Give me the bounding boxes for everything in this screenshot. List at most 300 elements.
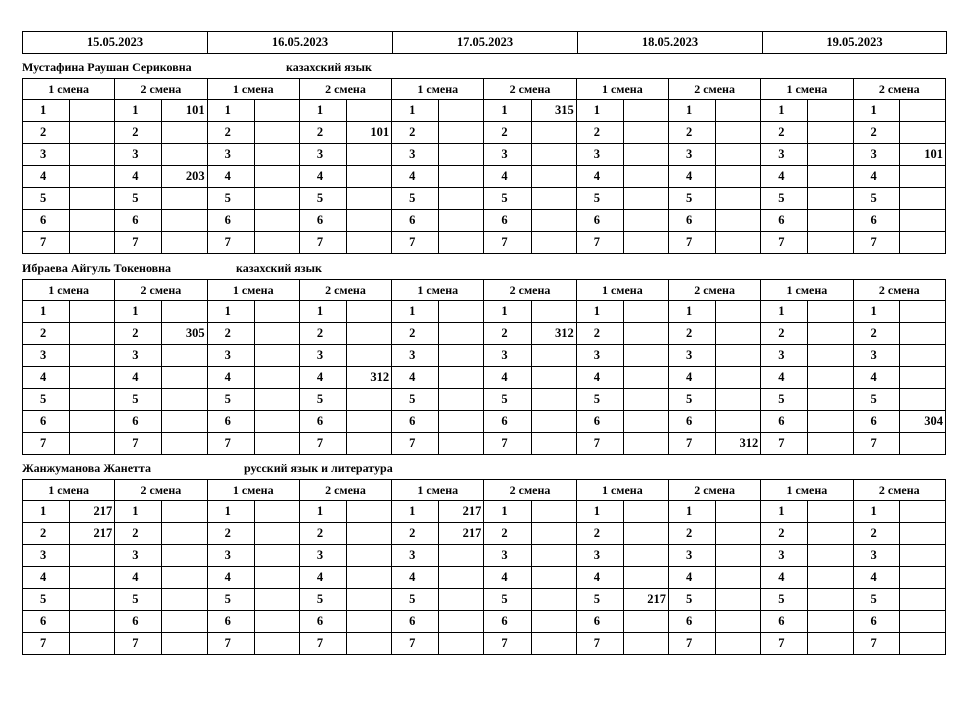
room-cell [716, 144, 761, 166]
shift-label: 2 смена [668, 280, 760, 301]
lesson-number-cell: 2 [23, 323, 70, 345]
lesson-number-cell: 7 [484, 433, 531, 455]
lesson-number-cell: 3 [392, 545, 439, 567]
room-cell [70, 389, 115, 411]
lesson-number-cell: 4 [761, 367, 808, 389]
lesson-number-cell: 2 [761, 523, 808, 545]
room-cell [346, 411, 391, 433]
lesson-number-cell: 4 [207, 166, 254, 188]
room-cell [439, 210, 484, 232]
room-cell [899, 323, 945, 345]
room-cell: 217 [70, 523, 115, 545]
room-cell [346, 545, 391, 567]
lesson-number-cell: 3 [299, 144, 346, 166]
dates-row [23, 32, 947, 54]
lesson-number-cell: 1 [23, 501, 70, 523]
room-cell [623, 188, 668, 210]
room-cell [808, 323, 853, 345]
lesson-number-cell: 6 [853, 411, 899, 433]
date-cell: 15.05.2023 [23, 32, 208, 54]
teacher-subject: казахский язык [236, 261, 322, 275]
room-cell [531, 345, 576, 367]
shift-label: 1 смена [761, 79, 853, 100]
room-cell [162, 188, 207, 210]
room-cell [70, 232, 115, 254]
room-cell [716, 166, 761, 188]
shift-label: 2 смена [668, 480, 760, 501]
room-cell [346, 144, 391, 166]
lesson-number-cell: 1 [484, 100, 531, 122]
lesson-number-cell: 1 [207, 301, 254, 323]
lesson-number-cell: 2 [853, 122, 899, 144]
room-cell [254, 232, 299, 254]
lesson-number-cell: 6 [853, 210, 899, 232]
lesson-number-cell: 1 [299, 301, 346, 323]
room-cell [716, 323, 761, 345]
room-cell [623, 232, 668, 254]
room-cell [808, 523, 853, 545]
lesson-number-cell: 5 [392, 188, 439, 210]
lesson-number-cell: 5 [668, 389, 715, 411]
teacher-subject: русский язык и литература [244, 461, 393, 475]
room-cell [623, 633, 668, 655]
shift-label: 1 смена [207, 480, 299, 501]
lesson-number-cell: 3 [576, 345, 623, 367]
room-cell [531, 501, 576, 523]
lesson-number-cell: 1 [853, 100, 899, 122]
room-cell: 217 [623, 589, 668, 611]
lesson-row [23, 389, 946, 411]
lesson-number-cell: 6 [207, 411, 254, 433]
lesson-number-cell: 6 [23, 611, 70, 633]
lesson-number-cell: 6 [484, 210, 531, 232]
room-cell [439, 611, 484, 633]
room-cell [531, 144, 576, 166]
room-cell [899, 232, 945, 254]
room-cell [623, 501, 668, 523]
room-cell [254, 367, 299, 389]
lesson-number-cell: 3 [484, 144, 531, 166]
teacher-name: Ибраева Айгуль Токеновна [22, 261, 172, 275]
room-cell: 217 [70, 501, 115, 523]
lesson-number-cell: 6 [207, 210, 254, 232]
lesson-number-cell: 6 [299, 411, 346, 433]
lesson-number-cell: 5 [23, 589, 70, 611]
room-cell: 315 [531, 100, 576, 122]
lesson-number-cell: 6 [853, 611, 899, 633]
lesson-number-cell: 4 [115, 166, 162, 188]
lesson-row [23, 301, 946, 323]
room-cell [808, 301, 853, 323]
room-cell [899, 210, 945, 232]
room-cell [899, 589, 945, 611]
room-cell [439, 433, 484, 455]
lesson-number-cell: 5 [668, 188, 715, 210]
room-cell [808, 567, 853, 589]
lesson-number-cell: 1 [576, 100, 623, 122]
room-cell [899, 100, 945, 122]
lesson-number-cell: 2 [23, 122, 70, 144]
lesson-number-cell: 2 [484, 323, 531, 345]
lesson-number-cell: 2 [207, 523, 254, 545]
shift-label: 1 смена [392, 79, 484, 100]
room-cell [808, 122, 853, 144]
room-cell [162, 210, 207, 232]
lesson-number-cell: 7 [576, 232, 623, 254]
lesson-number-cell: 5 [576, 589, 623, 611]
lesson-number-cell: 5 [853, 389, 899, 411]
lesson-number-cell: 2 [853, 523, 899, 545]
lesson-number-cell: 7 [299, 433, 346, 455]
shift-label: 2 смена [668, 79, 760, 100]
room-cell [716, 567, 761, 589]
room-cell [808, 232, 853, 254]
lesson-row [23, 166, 946, 188]
room-cell [531, 545, 576, 567]
teacher-name: Мустафина Раушан Сериковна [22, 60, 192, 74]
lesson-number-cell: 4 [115, 567, 162, 589]
lesson-number-cell: 4 [115, 367, 162, 389]
room-cell [254, 433, 299, 455]
lesson-number-cell: 4 [668, 166, 715, 188]
room-cell: 304 [899, 411, 945, 433]
room-cell [623, 433, 668, 455]
room-cell [70, 411, 115, 433]
lesson-number-cell: 4 [576, 367, 623, 389]
room-cell: 312 [716, 433, 761, 455]
room-cell [899, 433, 945, 455]
shift-label: 1 смена [23, 79, 115, 100]
shift-label: 1 смена [207, 79, 299, 100]
room-cell [70, 589, 115, 611]
room-cell [623, 144, 668, 166]
room-cell: 101 [162, 100, 207, 122]
room-cell [70, 301, 115, 323]
lesson-number-cell: 5 [484, 389, 531, 411]
lesson-number-cell: 2 [761, 122, 808, 144]
lesson-number-cell: 1 [484, 501, 531, 523]
room-cell [439, 232, 484, 254]
lesson-number-cell: 4 [392, 166, 439, 188]
room-cell [439, 144, 484, 166]
room-cell [531, 210, 576, 232]
room-cell [70, 633, 115, 655]
shift-label: 2 смена [115, 480, 207, 501]
shift-label: 1 смена [23, 280, 115, 301]
room-cell [162, 545, 207, 567]
lesson-number-cell: 7 [115, 633, 162, 655]
lesson-number-cell: 5 [761, 589, 808, 611]
lesson-number-cell: 1 [761, 301, 808, 323]
lesson-number-cell: 2 [576, 122, 623, 144]
room-cell [346, 567, 391, 589]
lesson-number-cell: 1 [23, 301, 70, 323]
shift-label: 2 смена [299, 79, 391, 100]
lesson-number-cell: 4 [853, 367, 899, 389]
room-cell [716, 301, 761, 323]
room-cell [899, 166, 945, 188]
room-cell [346, 166, 391, 188]
lesson-row [23, 122, 946, 144]
lesson-number-cell: 3 [761, 144, 808, 166]
lesson-number-cell: 6 [576, 210, 623, 232]
room-cell [254, 345, 299, 367]
lesson-number-cell: 3 [299, 345, 346, 367]
lesson-number-cell: 1 [299, 501, 346, 523]
room-cell [439, 345, 484, 367]
lesson-number-cell: 3 [853, 545, 899, 567]
lesson-number-cell: 5 [115, 389, 162, 411]
shift-header-row [23, 280, 946, 301]
lesson-number-cell: 6 [761, 210, 808, 232]
room-cell [439, 633, 484, 655]
room-cell: 312 [531, 323, 576, 345]
room-cell [439, 411, 484, 433]
lesson-number-cell: 3 [668, 144, 715, 166]
lesson-number-cell: 4 [392, 367, 439, 389]
lesson-row [23, 323, 946, 345]
room-cell [899, 122, 945, 144]
lesson-number-cell: 2 [853, 323, 899, 345]
lesson-number-cell: 3 [115, 345, 162, 367]
lesson-row [23, 633, 946, 655]
shift-header-row [23, 79, 946, 100]
lesson-number-cell: 6 [668, 210, 715, 232]
room-cell [808, 633, 853, 655]
lesson-number-cell: 7 [115, 232, 162, 254]
lesson-number-cell: 3 [207, 144, 254, 166]
lesson-number-cell: 4 [392, 567, 439, 589]
room-cell [531, 301, 576, 323]
room-cell [716, 100, 761, 122]
room-cell [439, 589, 484, 611]
lesson-number-cell: 7 [668, 633, 715, 655]
lesson-number-cell: 4 [299, 166, 346, 188]
room-cell [346, 611, 391, 633]
lesson-row [23, 411, 946, 433]
room-cell [623, 122, 668, 144]
lesson-number-cell: 7 [392, 633, 439, 655]
lesson-number-cell: 3 [484, 345, 531, 367]
lesson-number-cell: 3 [761, 545, 808, 567]
shift-label: 2 смена [484, 79, 576, 100]
teacher-name: Жанжуманова Жанетта [22, 461, 151, 475]
lesson-number-cell: 2 [115, 323, 162, 345]
room-cell [439, 301, 484, 323]
room-cell [162, 301, 207, 323]
lesson-number-cell: 2 [576, 523, 623, 545]
room-cell [346, 589, 391, 611]
room-cell [70, 188, 115, 210]
lesson-number-cell: 1 [668, 501, 715, 523]
room-cell [162, 367, 207, 389]
lesson-row [23, 523, 946, 545]
lesson-number-cell: 5 [392, 389, 439, 411]
shift-label: 1 смена [23, 480, 115, 501]
lesson-row [23, 367, 946, 389]
lesson-row [23, 210, 946, 232]
lesson-number-cell: 4 [207, 367, 254, 389]
room-cell [346, 323, 391, 345]
room-cell [716, 345, 761, 367]
lesson-number-cell: 4 [668, 367, 715, 389]
lesson-number-cell: 2 [392, 523, 439, 545]
lesson-number-cell: 1 [207, 100, 254, 122]
lesson-number-cell: 1 [576, 301, 623, 323]
lesson-number-cell: 3 [576, 545, 623, 567]
room-cell [254, 188, 299, 210]
room-cell [899, 367, 945, 389]
schedule-table [22, 279, 946, 455]
room-cell [531, 188, 576, 210]
room-cell [808, 589, 853, 611]
lesson-number-cell: 3 [207, 545, 254, 567]
room-cell [346, 100, 391, 122]
lesson-number-cell: 6 [576, 611, 623, 633]
shift-label: 2 смена [299, 280, 391, 301]
date-cell: 16.05.2023 [208, 32, 393, 54]
lesson-row [23, 345, 946, 367]
lesson-number-cell: 1 [115, 301, 162, 323]
lesson-number-cell: 7 [484, 232, 531, 254]
lesson-number-cell: 3 [207, 345, 254, 367]
room-cell [531, 589, 576, 611]
lesson-number-cell: 4 [484, 567, 531, 589]
room-cell [623, 389, 668, 411]
room-cell [623, 100, 668, 122]
lesson-number-cell: 3 [668, 345, 715, 367]
room-cell [808, 166, 853, 188]
room-cell [346, 433, 391, 455]
room-cell: 312 [346, 367, 391, 389]
lesson-number-cell: 4 [853, 567, 899, 589]
lesson-number-cell: 7 [668, 433, 715, 455]
lesson-number-cell: 5 [207, 589, 254, 611]
room-cell [531, 411, 576, 433]
room-cell [346, 188, 391, 210]
date-cell: 18.05.2023 [578, 32, 763, 54]
room-cell [899, 545, 945, 567]
room-cell [254, 301, 299, 323]
room-cell [70, 433, 115, 455]
room-cell [623, 567, 668, 589]
room-cell [254, 122, 299, 144]
lesson-number-cell: 5 [853, 589, 899, 611]
room-cell [254, 323, 299, 345]
lesson-number-cell: 6 [392, 411, 439, 433]
lesson-number-cell: 1 [484, 301, 531, 323]
room-cell [254, 633, 299, 655]
room-cell [70, 323, 115, 345]
room-cell [899, 301, 945, 323]
room-cell [808, 389, 853, 411]
lesson-number-cell: 7 [392, 232, 439, 254]
lesson-number-cell: 7 [23, 433, 70, 455]
room-cell [531, 433, 576, 455]
lesson-number-cell: 3 [853, 144, 899, 166]
lesson-number-cell: 5 [484, 589, 531, 611]
room-cell [162, 633, 207, 655]
room-cell [439, 545, 484, 567]
room-cell [162, 611, 207, 633]
room-cell [531, 122, 576, 144]
room-cell [808, 144, 853, 166]
room-cell [254, 389, 299, 411]
shift-label: 2 смена [484, 280, 576, 301]
room-cell [346, 389, 391, 411]
room-cell [716, 210, 761, 232]
lesson-number-cell: 7 [853, 433, 899, 455]
room-cell [70, 166, 115, 188]
shift-label: 1 смена [207, 280, 299, 301]
lesson-number-cell: 3 [23, 545, 70, 567]
room-cell [716, 122, 761, 144]
room-cell [439, 389, 484, 411]
room-cell [531, 367, 576, 389]
lesson-number-cell: 7 [484, 633, 531, 655]
lesson-number-cell: 4 [23, 367, 70, 389]
lesson-row [23, 144, 946, 166]
room-cell [531, 523, 576, 545]
lesson-number-cell: 2 [207, 122, 254, 144]
lesson-number-cell: 4 [484, 367, 531, 389]
lesson-number-cell: 7 [576, 633, 623, 655]
lesson-number-cell: 1 [761, 501, 808, 523]
shift-label: 2 смена [853, 280, 945, 301]
lesson-number-cell: 4 [576, 166, 623, 188]
room-cell [531, 567, 576, 589]
room-cell [808, 188, 853, 210]
room-cell [808, 501, 853, 523]
shift-label: 1 смена [576, 480, 668, 501]
lesson-number-cell: 6 [299, 210, 346, 232]
room-cell [808, 545, 853, 567]
lesson-number-cell: 4 [853, 166, 899, 188]
room-cell [254, 411, 299, 433]
shift-header-row [23, 480, 946, 501]
room-cell [162, 345, 207, 367]
lesson-number-cell: 2 [668, 523, 715, 545]
lesson-number-cell: 6 [115, 411, 162, 433]
room-cell [70, 611, 115, 633]
lesson-row [23, 567, 946, 589]
lesson-number-cell: 1 [576, 501, 623, 523]
room-cell [439, 188, 484, 210]
lesson-number-cell: 6 [115, 210, 162, 232]
room-cell [716, 611, 761, 633]
room-cell [254, 523, 299, 545]
lesson-number-cell: 2 [299, 122, 346, 144]
lesson-number-cell: 6 [761, 411, 808, 433]
lesson-number-cell: 4 [484, 166, 531, 188]
room-cell [899, 188, 945, 210]
lesson-number-cell: 2 [207, 323, 254, 345]
lesson-number-cell: 7 [761, 433, 808, 455]
dates-header-table [22, 31, 947, 54]
lesson-row [23, 232, 946, 254]
room-cell [254, 589, 299, 611]
room-cell [70, 545, 115, 567]
lesson-number-cell: 3 [576, 144, 623, 166]
lesson-number-cell: 2 [668, 122, 715, 144]
lesson-number-cell: 3 [853, 345, 899, 367]
lesson-number-cell: 5 [299, 389, 346, 411]
lesson-number-cell: 5 [761, 188, 808, 210]
lesson-number-cell: 5 [23, 389, 70, 411]
room-cell [254, 545, 299, 567]
room-cell: 305 [162, 323, 207, 345]
schedule-table [22, 479, 946, 655]
